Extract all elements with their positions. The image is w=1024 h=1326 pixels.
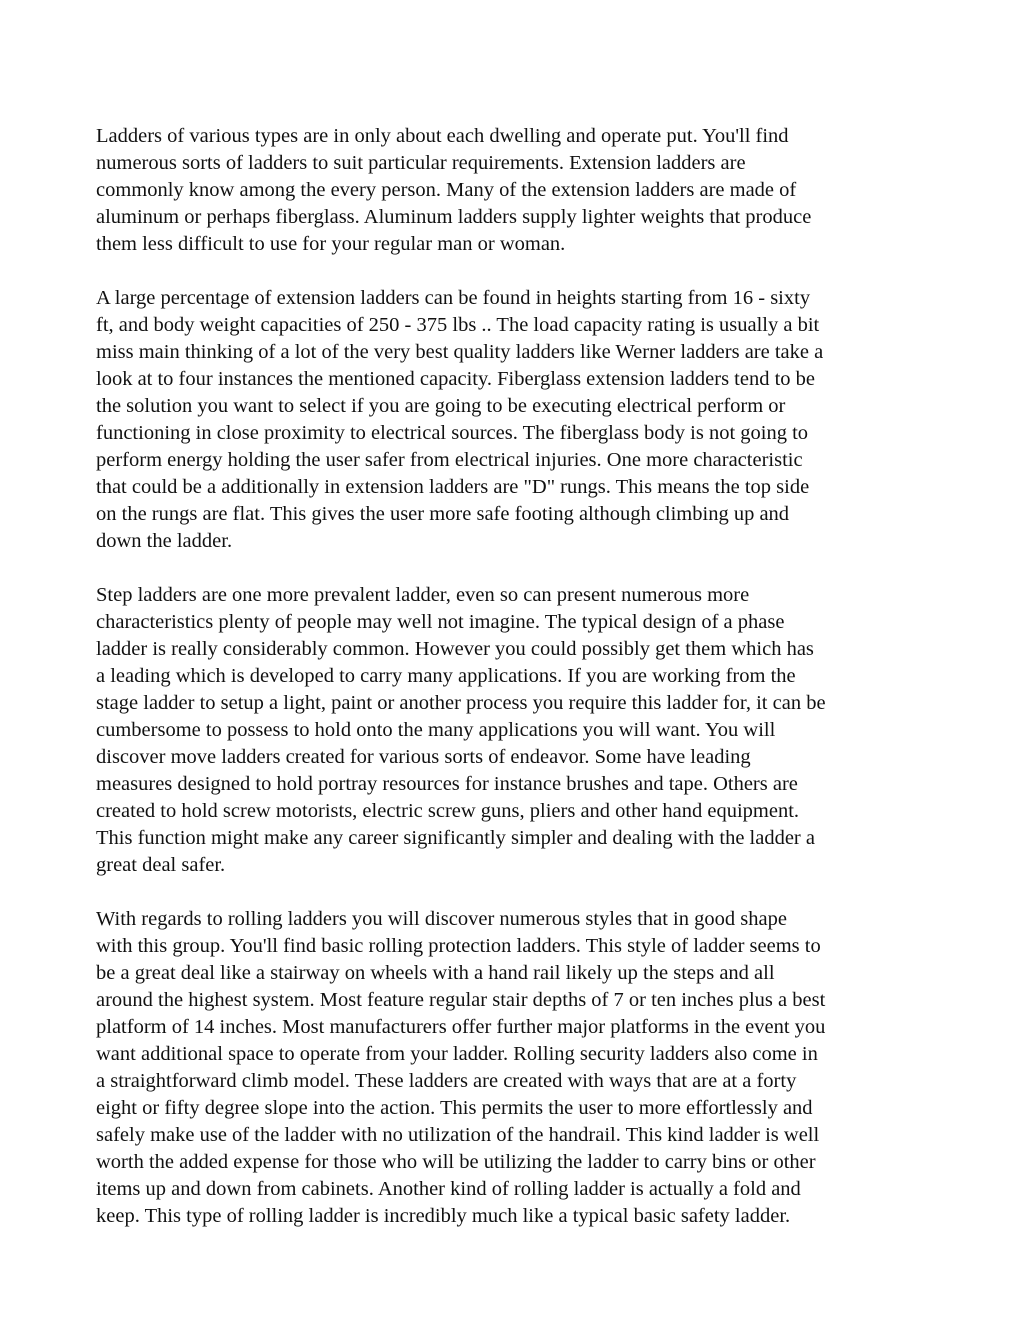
text-line: safely make use of the ladder with no utilization of the handrail. This kind ladder is well — [96, 1124, 820, 1146]
text-line: look at to four instances the mentioned capacity. Fiberglass extension ladders tend to be — [96, 368, 816, 390]
paragraph-3 — [96, 582, 946, 879]
text-line: discover move ladders created for various sorts of endeavor. Some have leading — [96, 746, 751, 768]
text-line: keep. This type of rolling ladder is incredibly much like a typical basic safety ladder. — [96, 1205, 791, 1227]
text-line: aluminum or perhaps fiberglass. Aluminum ladders supply lighter weights that produce — [96, 206, 812, 228]
text-line: Step ladders are one more prevalent ladder, even so can present numerous more — [96, 584, 750, 606]
paragraph-2 — [96, 285, 946, 555]
text-line: With regards to rolling ladders you will discover numerous styles that in good shape — [96, 908, 787, 930]
text-line: a straightforward climb model. These ladders are created with ways that are at a forty — [96, 1070, 797, 1092]
text-line: a leading which is developed to carry many applications. If you are working from the — [96, 665, 796, 687]
text-line: with this group. You'll find basic rolling protection ladders. This style of ladder seems to — [96, 935, 821, 957]
text-line: be a great deal like a stairway on wheels with a hand rail likely up the steps and all — [96, 962, 775, 984]
text-line: great deal safer. — [96, 854, 226, 876]
text-line: eight or fifty degree slope into the action. This permits the user to more effortlessly and — [96, 1097, 813, 1119]
text-line: that could be a additionally in extension ladders are "D" rungs. This means the top side — [96, 476, 810, 498]
paragraph-4 — [96, 906, 946, 1230]
paragraph-1 — [96, 123, 946, 258]
text-line: around the highest system. Most feature regular stair depths of 7 or ten inches plus a best — [96, 989, 826, 1011]
text-line: worth the added expense for those who will be utilizing the ladder to carry bins or other — [96, 1151, 816, 1173]
text-line: functioning in close proximity to electrical sources. The fiberglass body is not going to — [96, 422, 809, 444]
text-line: the solution you want to select if you are going to be executing electrical perform or — [96, 395, 786, 417]
text-line: stage ladder to setup a light, paint or another process you require this ladder for, it can be — [96, 692, 826, 714]
text-line: characteristics plenty of people may well not imagine. The typical design of a phase — [96, 611, 785, 633]
text-line: want additional space to operate from your ladder. Rolling security ladders also come in — [96, 1043, 818, 1065]
text-line: numerous sorts of ladders to suit particular requirements. Extension ladders are — [96, 152, 746, 174]
document-body — [96, 123, 946, 1230]
text-line: cumbersome to possess to hold onto the many applications you will want. You will — [96, 719, 776, 741]
text-line: measures designed to hold portray resources for instance brushes and tape. Others are — [96, 773, 798, 795]
text-line: A large percentage of extension ladders can be found in heights starting from 16 - sixty — [96, 287, 811, 309]
text-line: miss main thinking of a lot of the very best quality ladders like Werner ladders are take a — [96, 341, 824, 363]
text-line: commonly know among the every person. Many of the extension ladders are made of — [96, 179, 797, 201]
text-line: Ladders of various types are in only about each dwelling and operate put. You'll find — [96, 125, 789, 147]
text-line: ft, and body weight capacities of 250 - 375 lbs .. The load capacity rating is usually a bit — [96, 314, 820, 336]
text-line: perform energy holding the user safer from electrical injuries. One more characteristic — [96, 449, 803, 471]
text-line: This function might make any career significantly simpler and dealing with the ladder a — [96, 827, 815, 849]
text-line: on the rungs are flat. This gives the user more safe footing although climbing up and — [96, 503, 790, 525]
text-line: platform of 14 inches. Most manufacturers offer further major platforms in the event you — [96, 1016, 826, 1038]
text-line: ladder is really considerably common. However you could possibly get them which has — [96, 638, 814, 660]
text-line: down the ladder. — [96, 530, 233, 552]
text-line: them less difficult to use for your regular man or woman. — [96, 233, 566, 255]
text-line: created to hold screw motorists, electric screw guns, pliers and other hand equipment. — [96, 800, 800, 822]
text-line: items up and down from cabinets. Another kind of rolling ladder is actually a fold and — [96, 1178, 801, 1200]
